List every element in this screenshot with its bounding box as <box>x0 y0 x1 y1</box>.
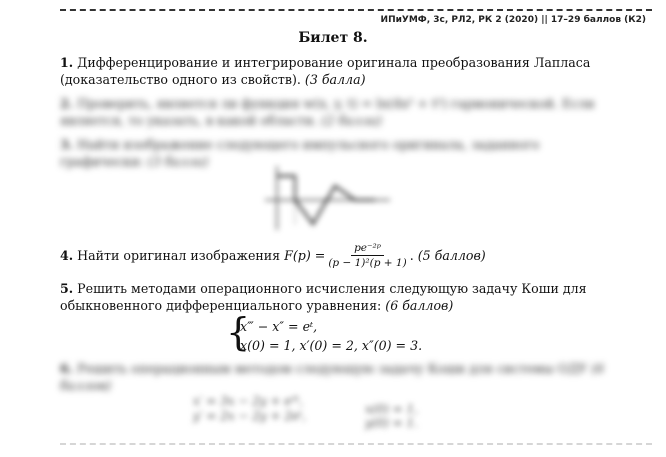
system2-equation-1: x′ = 3x − 2y + e³ᵗ, <box>193 394 304 408</box>
problem-1-text: Дифференцирование и интегрирование оригинала преобразования Лапласа (доказательство одного из свойств). <box>60 55 591 87</box>
problem-3-number: 3. <box>60 137 74 152</box>
ticket-label: Билет <box>298 30 349 46</box>
fraction-numerator: pe⁻²ᵖ <box>351 242 384 256</box>
problem-6-blurred <box>60 360 620 394</box>
problem-4-function: F(p) = <box>284 248 326 263</box>
problem-4-fraction <box>328 242 406 269</box>
problem-5-points: (6 баллов) <box>385 298 454 313</box>
problem-2-blurred <box>60 95 620 129</box>
problem-5-number: 5. <box>60 281 74 296</box>
problem-2-text: Проверить, является ли функция w(x, y, t) = ln(4x² + t²) гармонической. Если является, то указать, в какой области. <box>60 96 595 128</box>
problem-3-points: (3 балла) <box>147 154 209 169</box>
ticket-title: Билет 8. <box>298 30 368 46</box>
problem-5 <box>60 280 620 314</box>
problem-1-points: (3 балла) <box>304 72 366 87</box>
problem-3-text: Найти изображение следующего импульсного оригинала, заданного графически: <box>60 137 540 169</box>
problem-1-number: 1. <box>60 55 74 70</box>
problem-6-number: 6. <box>60 361 74 376</box>
problem-2-number: 2. <box>60 96 74 111</box>
system-brace: { <box>226 310 251 354</box>
system2-initial-conditions: x(0) = 1, y(0) = 1. <box>365 402 418 430</box>
problem-4-number: 4. <box>60 248 74 263</box>
problem-5-text: Решить методами операционного исчисления следующую задачу Коши для обыкновенного дифференциального уравнения: <box>60 281 587 313</box>
problem-1 <box>60 54 620 88</box>
problem-4-points: (5 баллов) <box>417 248 486 263</box>
impulse-graph-blurred <box>255 164 395 232</box>
system-initial-conditions: x(0) = 1, x′(0) = 2, x″(0) = 3. <box>240 338 423 353</box>
problem-4 <box>60 242 620 269</box>
problem-5-equation-system <box>226 310 526 357</box>
problem-4-dot: . <box>409 248 414 263</box>
ticket-number: 8 <box>353 30 363 46</box>
problem-6-equation-system-blurred <box>185 392 445 430</box>
problem-4-text: Найти оригинал изображения <box>77 248 281 263</box>
problem-2-points: (2 балла) <box>321 113 382 128</box>
problem-6-points: (6 баллов) <box>60 361 605 393</box>
system2-equation-2: y′ = 2x − 2y + 2eᵗ, <box>193 409 306 423</box>
system-equation-1: x‴ − x″ = eᵗ, <box>240 319 318 334</box>
bottom-dashed-divider <box>60 443 652 445</box>
course-header-info: ИПиУМФ, 3с, РЛ2, РК 2 (2020) || 17–29 баллов (К2) <box>380 15 646 25</box>
fraction-denominator: (p − 1)²(p + 1) <box>328 257 407 269</box>
top-dashed-divider <box>60 9 652 11</box>
problem-6-text: Решить операционным методом следующую задачу Коши для системы ОДУ <box>77 361 588 376</box>
